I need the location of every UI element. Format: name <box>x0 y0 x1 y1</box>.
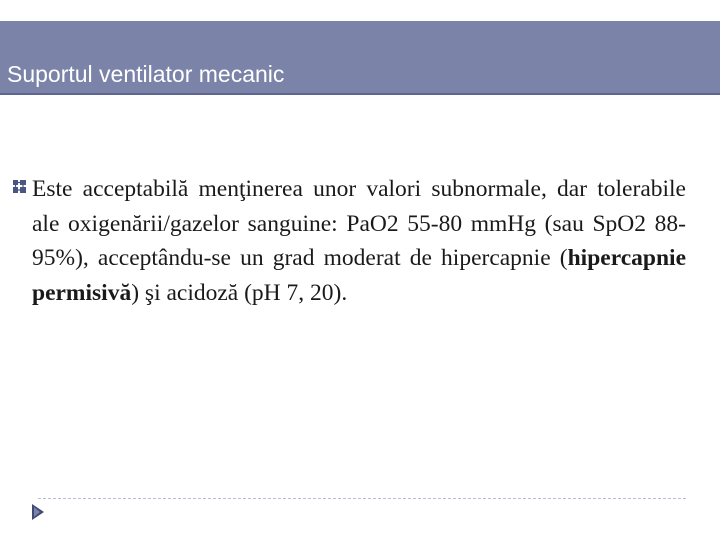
play-arrow-icon <box>31 503 45 521</box>
slide-title: Suportul ventilator mecanic <box>7 61 285 87</box>
ribbon-bullet-icon <box>13 180 26 193</box>
bullet-text-before: Este acceptabilă menţinerea unor valori subnormale, dar tolerabile ale oxigenării/gazelor sanguine: PaO2 55-80 mmHg (sau SpO2 88-95%), acceptându-se un grad moderat de hipercapnie ( <box>32 176 686 271</box>
bullet-text-after: ) şi acidoză (pH 7, 20). <box>131 279 348 306</box>
bullet-paragraph <box>32 172 686 310</box>
footer-divider <box>38 498 686 499</box>
bullet-bold-term: hipercapnie permisivă <box>32 245 686 306</box>
